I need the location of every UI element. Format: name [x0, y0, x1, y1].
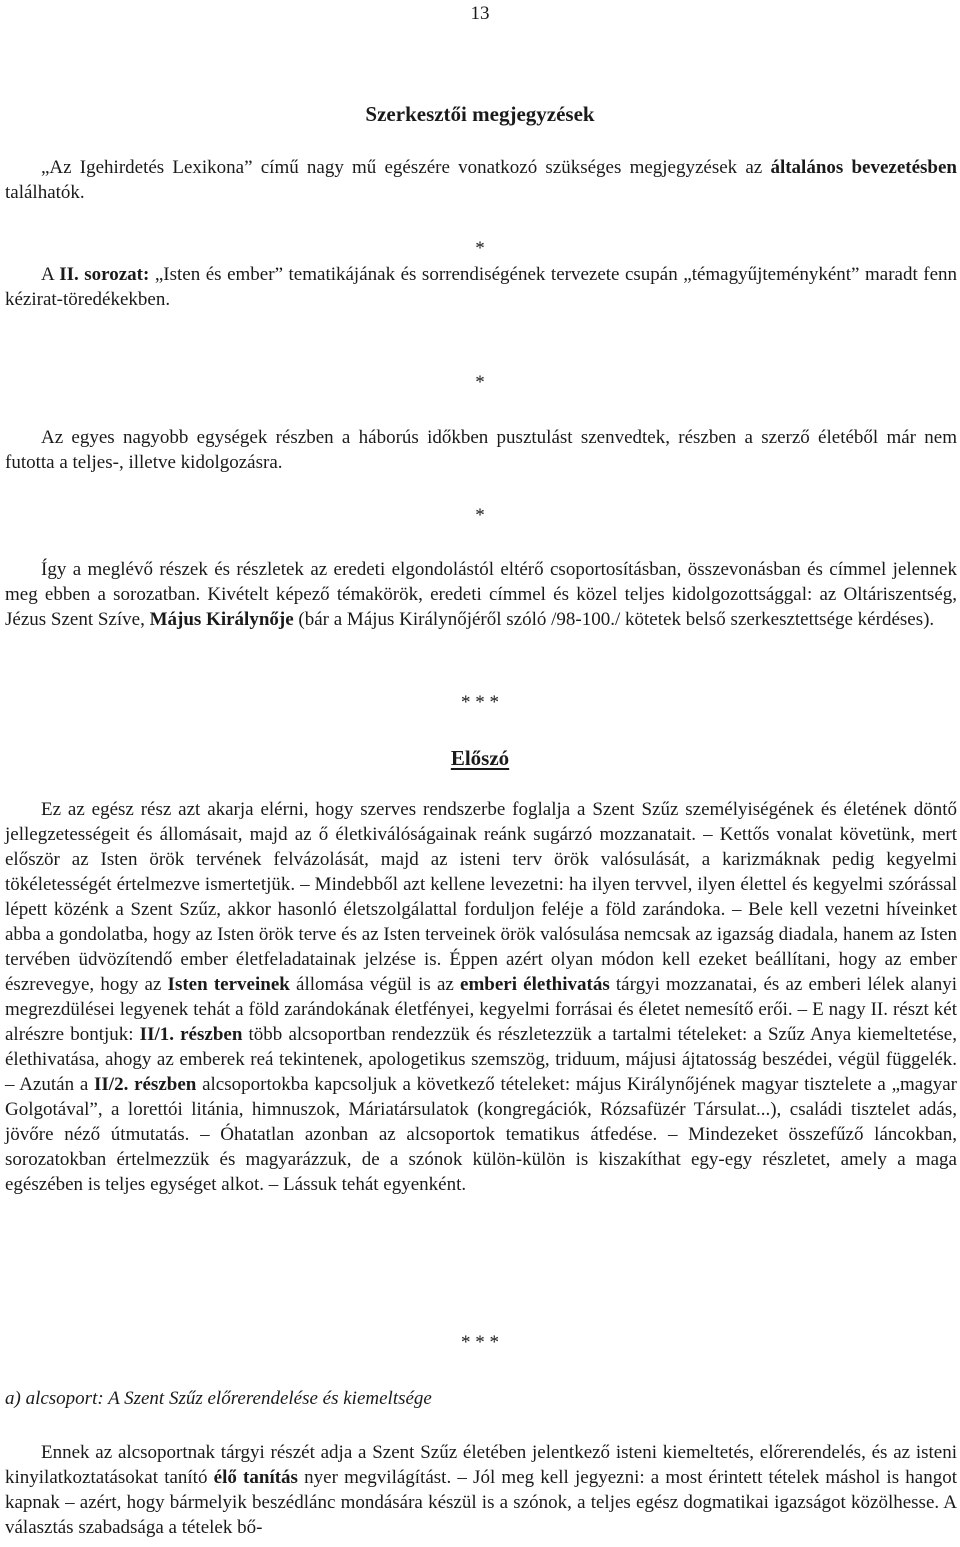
paragraph-subgroup: Ennek az alcsoportnak tárgyi részét adja a Szent Szűz életében jelentkező isteni kiemeltetés, előrerendelés, és az isteni kinyilatkoztatásokat tanító élő tanítás nyer megvilágítást. – Jól meg kell jegyezni: a most érintett tételek máshol is hangot kapnak – azért, hogy bármelyik beszédlánc mondására készül is a szónok, a teljes egész dogmatikai igazságot közölhesse. A választás szabadsága a tételek bő-: [5, 1442, 958, 1538]
section-heading-foreword: Előszó: [450, 746, 510, 770]
subsection-heading: a) alcsoport: A Szent Szűz előrerendelése és kiemeltsége: [5, 1388, 432, 1409]
section-separator-star: *: [475, 238, 485, 259]
paragraph-foreword: Ez az egész rész azt akarja elérni, hogy szerves rendszerbe foglalja a Szent Szűz személyiségének és életének döntő jellegzetességeit és állomásait, majd az ő életkiválóságainak reánk sugárzó mozzanatait. – Kettős vonalat követünk, mert először az Isten örök tervének felvázolását, majd az isteni terv örök valósulását, a karizmáknak pedig kegyelmi tökéletességét értelmezve ismertetjük. – Mindebből azt kellene levezetni: ha ilyen tervvel, ilyen élettel és kegyelmi szórással lépett közénk a Szent Szűz, akkor hasonló életszolgálattal forduljon feléje a föld zarándoka. – Bele kell vezetni híveinket abba a gondolatba, hogy az Isten örök terve és az Isten terveinek örök valósulása nemcsak az igazság diadala, hanem az Isten tervében üdvözítendő ember életfeladatainak jelzése is. Éppen azért olyan módon kell ezeket beállítani, hogy az ember észrevegye, hogy az Isten terveinek állomása végül is az emberi élethivatás tárgyi mozzanatai, és az emberi lélek alanyi megrezdülései legyenek tehát a föld zarándokának életfényei, kegyelmi forrásai és életet nemesítő erői. – E nagy II. részt két alrészre bontjuk: II/1. részben több alcsoportban rendezzük és részletezzük a tartalmi tételeket: a Szűz Anya kiemeltetése, élethivatása, ahogy az emberek reá tekintenek, apologetikus szemszög, triduum, májusi ájtatosság beszédei, végül függelék. – Azután a II/2. részben alcsoportokba kapcsoljuk a következő tételeket: május Királynőjének magyar tisztelete a „magyar Golgotával”, a lorettói litánia, himnuszok, Máriatársulatok (kongregációk, Rózsafüzér Társulat...), családi tisztelet adás, jövőre néző útmutatás. – Óhatatlan azonban az alcsoportok tematikus átfedése. – Mindezeket összefűző láncokban, sorozatokban értelmezzük és magyarázzuk, de a szónok külön-külön is kiszakíthat egy-egy részletet, amely a maga egészében is teljes egységet alkot. – Lássuk tehát egyenként.: [5, 799, 957, 1195]
page-number: 13: [470, 3, 490, 24]
paragraph-series-ii: A II. sorozat: „Isten és ember” tematikájának és sorrendiségének tervezete csupán „témagyűjteményként” maradt fenn kézirat-töredékekben.: [5, 264, 958, 310]
paragraph-intro: „Az Igehirdetés Lexikona” című nagy mű egészére vonatkozó szükséges megjegyzések az általános bevezetésben találhatók.: [5, 157, 957, 203]
paragraph-units: Az egyes nagyobb egységek részben a háborús időkben pusztulást szenvedtek, részben a szerző életéből már nem futotta a teljes-, illetve kidolgozásra.: [5, 427, 957, 473]
section-separator-stars: * * *: [461, 1332, 499, 1353]
section-separator-star: *: [475, 372, 485, 393]
section-separator-star: *: [475, 505, 485, 526]
page-title: Szerkesztői megjegyzések: [365, 102, 595, 126]
paragraph-parts: Így a meglévő részek és részletek az eredeti elgondolástól eltérő csoportosításban, összevonásban és címmel jelennek meg ebben a sorozatban. Kivételt képező témakörök, eredeti címmel és közel teljes kidolgozottsággal: az Oltáriszentség, Jézus Szent Szíve, Május Királynője (bár a Május Királynőjéről szóló /98-100./ kötetek belső szerkesztettsége kérdéses).: [5, 559, 957, 630]
section-separator-stars: * * *: [461, 692, 499, 713]
